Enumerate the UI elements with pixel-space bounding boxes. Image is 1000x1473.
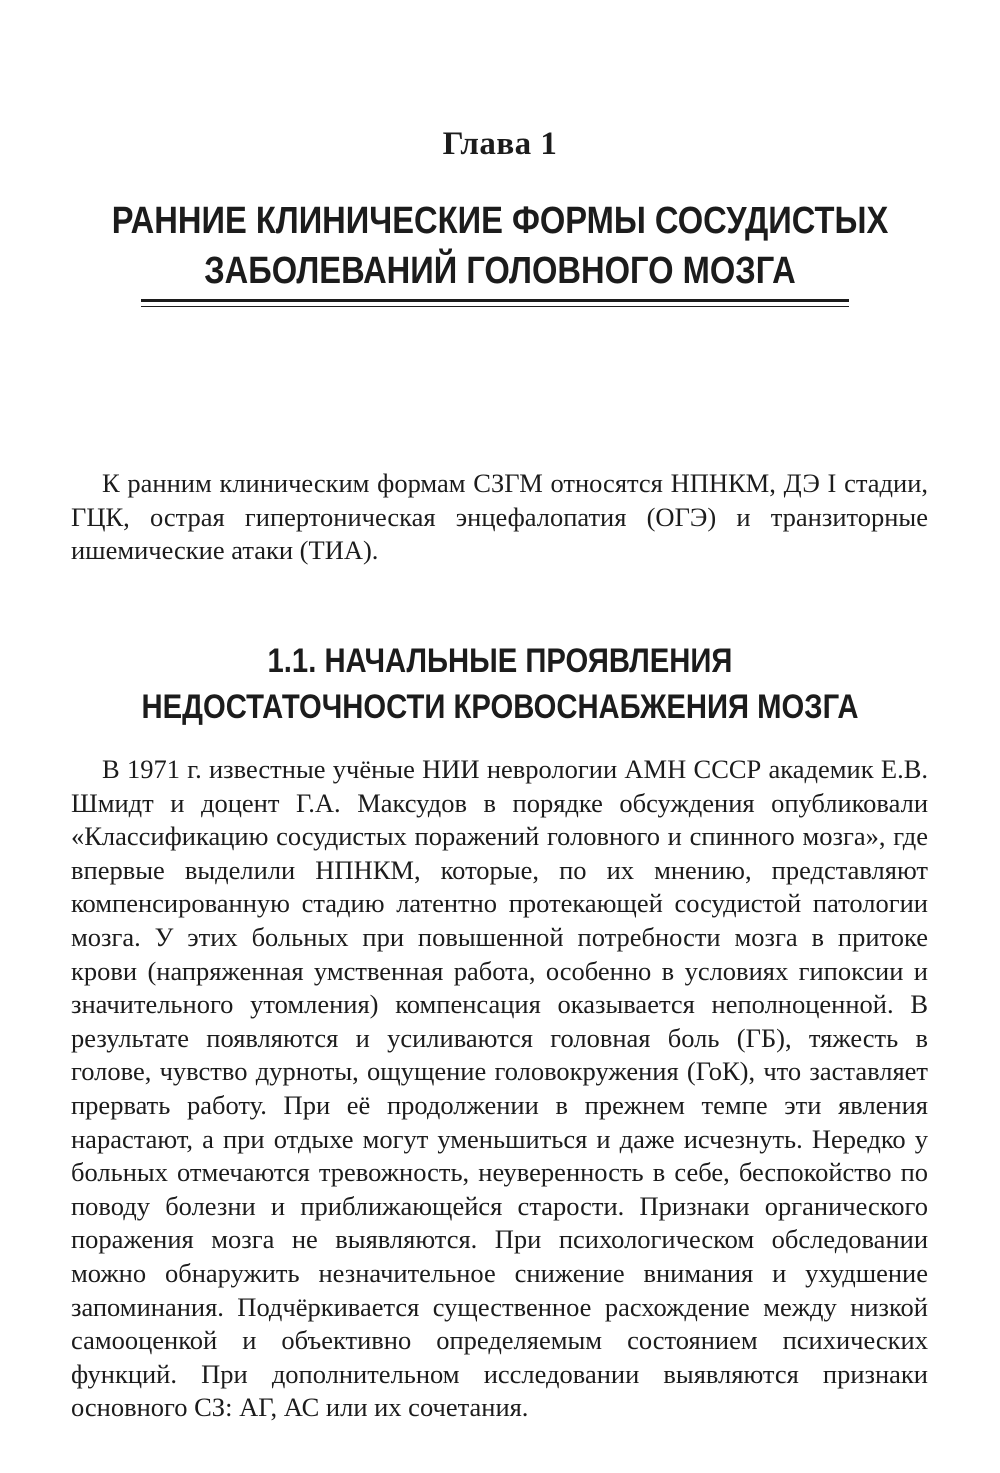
section-paragraph: В 1971 г. известные учёные НИИ неврологии АМН СССР академик Е.В. Шмидт и доцент Г.А. Максудов в порядке обсуждения опубликовали «Классификацию сосудистых поражений головного и спинного мозга», где впервые выделили НПНКМ, которые, по их мнению, представляют компенсированную стадию латентно протекающей сосудистой патологии мозга. У этих больных при повышенной потребности мозга в притоке крови (напряженная умственная работа, особенно в условиях гипоксии и значительного утомления) компенсация оказывается неполноценной. В результате появляются и усиливаются головная боль (ГБ), тяжесть в голове, чувство дурноты, ощущение головокружения (ГоК), что заставляет прервать работу. При её продолжении в прежнем темпе эти явления нарастают, а при отдыхе могут уменьшиться и даже исчезнуть. Нередко у больных отмечаются тревожность, неуверенность в себе, беспокойство по поводу болезни и приближающейся старости. Признаки органического поражения мозга не выявляются. При психологическом обследовании можно обнаружить незначительное снижение внимания и ухудшение запоминания. Подчёркивается существенное расхождение между низкой самооценкой и объективно определяемым состоянием психических функций. При дополнительном исследовании выявляются признаки основного СЗ: АГ, АС или их сочетания.: [71, 754, 928, 1423]
chapter-divider-thin: [141, 306, 849, 307]
chapter-label: Глава 1: [442, 126, 558, 162]
chapter-title-line-1: РАННИЕ КЛИНИЧЕСКИЕ ФОРМЫ СОСУДИСТЫХ: [111, 200, 889, 242]
intro-paragraph: К ранним клиническим формам СЗГМ относятся НПНКМ, ДЭ I стадии, ГЦК, острая гипертоническая энцефалопатия (ОГЭ) и транзиторные ишемические атаки (ТИА).: [71, 468, 928, 566]
section-title: [104, 638, 895, 730]
chapter-title: [104, 196, 895, 296]
section-title-line-1: 1.1. НАЧАЛЬНЫЕ ПРОЯВЛЕНИЯ: [267, 642, 733, 680]
chapter-title-line-2: ЗАБОЛЕВАНИЙ ГОЛОВНОГО МОЗГА: [204, 250, 796, 292]
chapter-divider-thick: [141, 299, 849, 302]
section-title-line-2: НЕДОСТАТОЧНОСТИ КРОВОСНАБЖЕНИЯ МОЗГА: [141, 688, 859, 726]
